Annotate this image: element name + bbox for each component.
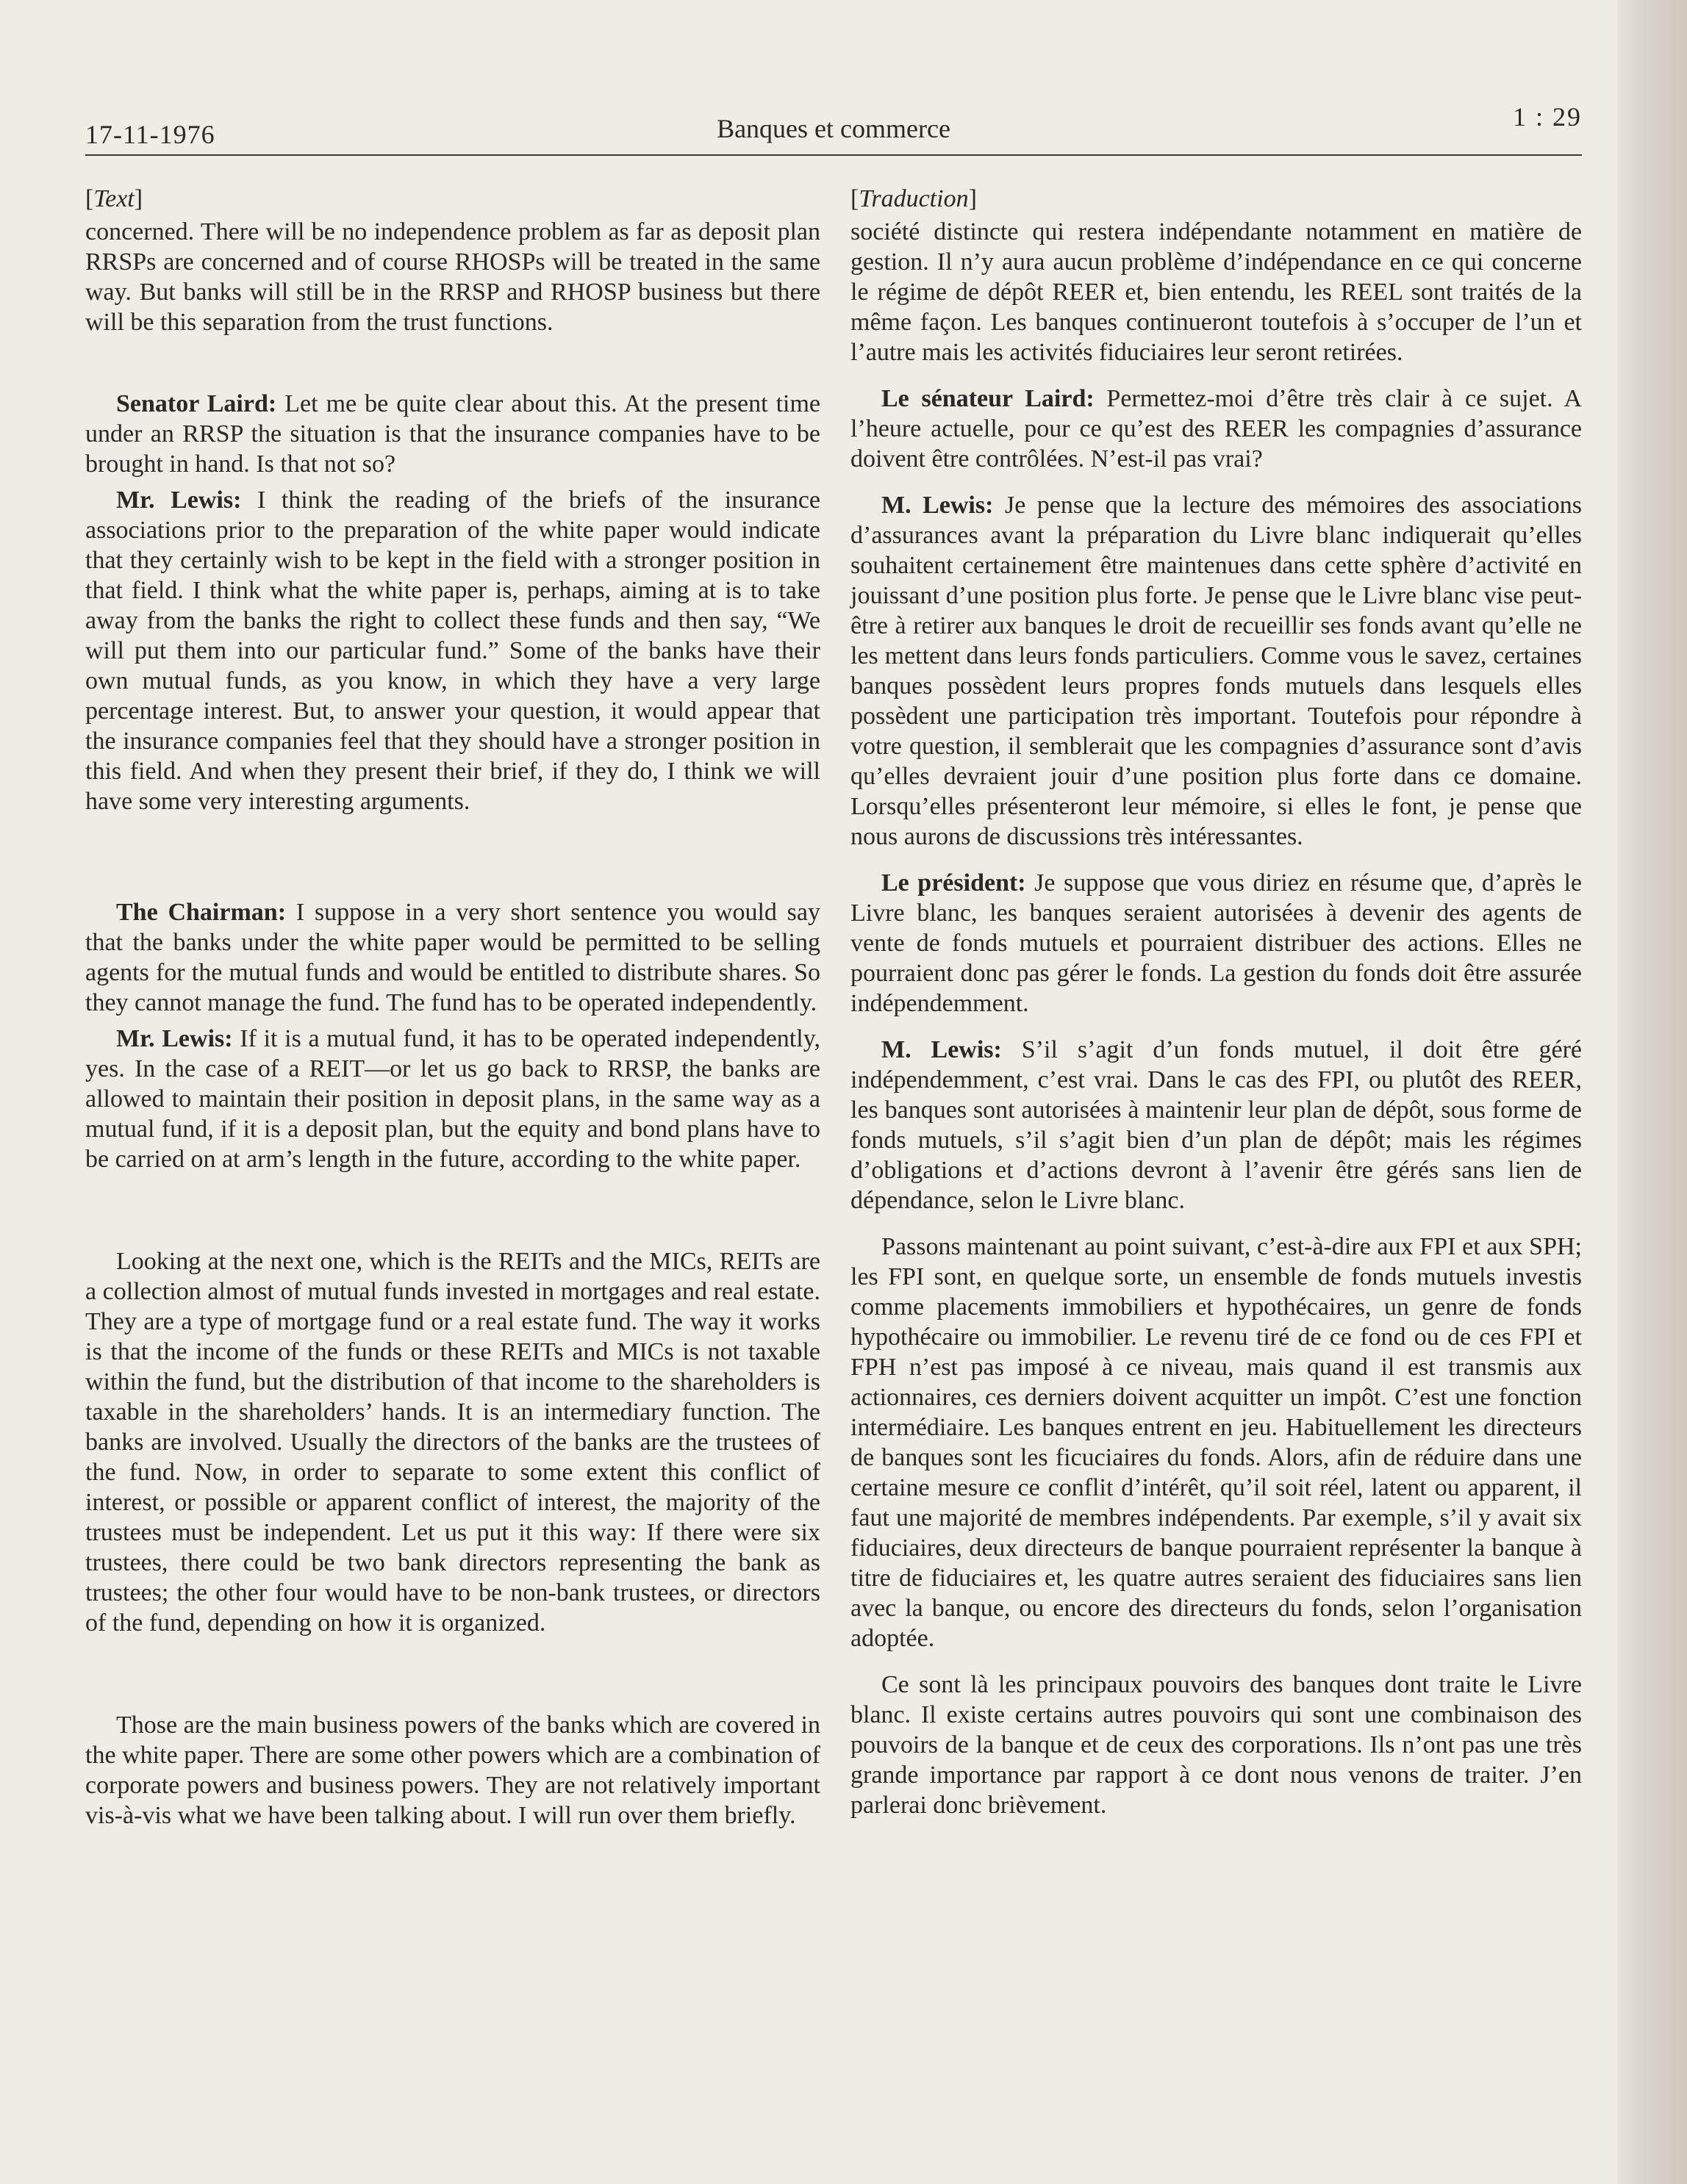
paragraph: Passons maintenant au point suivant, c’est-à-dire aux FPI et aux SPH; les FPI sont, en quelque sorte, un ensemble de fonds mutuels investis comme placements immobiliers et hypothécaires, un genre de fonds hypothécaire ou immobilier. Le revenu tiré de ce fond ou de ces FPI et FPH n’est pas imposé à ce niveau, mais quand il est transmis aux actionnaires, ces derniers doivent acquitter un impôt. C’est une fonction intermédiaire. Les banques entrent en jeu. Habituellement les directeurs de banques sont les ficuciaires du fonds. Alors, afin de réduire dans une certaine mesure ce conflit d’intérêt, qu’il soit réel, latent ou apparent, il faut une majorité de membres indépendents. Par exemple, s’il y avait six fiduciaires, deux directeurs de banque pourraient représenter la banque à titre de fiduciaires et, les quatre autres seraient des fiduciaires sans lien avec la banque, ou encore des directeurs du fonds, selon l’organisation adoptée. bbox=[850, 1233, 1582, 1652]
paragraph: The Chairman: I suppose in a very short sentence you would say that the banks under the white paper would be permitted to be selling agents for the mutual funds and would be entitled to distribute shares. So they cannot manage the fund. The fund has to be operated independently. bbox=[85, 899, 820, 1016]
paragraph: Ce sont là les principaux pouvoirs des banques dont traite le Livre blanc. Il existe certains autres pouvoirs qui sont une combinaison des pouvoirs de la banque et de ceux des corporations. Ils n’ont pas une très grande importance par rapport à ce dont nous venons de traiter. J’en parlerai donc brièvement. bbox=[850, 1671, 1582, 1819]
language-label-traduction: [Traduction] bbox=[850, 185, 977, 212]
paragraph: concerned. There will be no independence problem as far as deposit plan RRSPs are concerned and of course RHOSPs will be treated in the same way. But banks will still be in the RRSP and RHOSP business but there will be this separation from the trust functions. bbox=[85, 218, 820, 336]
paragraph: M. Lewis: Je pense que la lecture des mémoires des associations d’assurances avant la préparation du Livre blanc indiquerait qu’elles souhaitent certainement être maintenues dans cette sphère d’activité en jouissant d’une position plus forte. Je pense que le Livre blanc vise peut-être à retirer aux banques le droit de recueillir ses fonds avant qu’elle ne les mettent dans leurs fonds particuliers. Comme vous le savez, certaines banques possèdent leurs propres fonds mutuels dans lesquels elles possèdent une participation très important. Toutefois pour répondre à votre question, il semblerait que les compagnies d’assurance sont d’avis qu’elles devraient jouir d’une position plus forte dans ce domaine. Lorsqu’elles présenteront leur mémoire, si elles le font, je pense que nous aurons de discussions très intéressantes. bbox=[850, 492, 1582, 850]
paragraph: Senator Laird: Let me be quite clear about this. At the present time under an RRSP the situation is that the insurance companies have to be brought in hand. Is that not so? bbox=[85, 390, 820, 478]
page-binding-edge bbox=[1617, 0, 1687, 2184]
right-column-french bbox=[850, 184, 1582, 1820]
paragraph: Mr. Lewis: If it is a mutual fund, it has to be operated independently, yes. In the case of a REIT—or let us go back to RRSP, the banks are allowed to maintain their position in deposit plans, in the same way as a mutual fund, if it is a deposit plan, but the equity and bond plans have to be carried on at arm’s length in the future, according to the white paper. bbox=[85, 1025, 820, 1173]
speaker-name: M. Lewis: bbox=[881, 1036, 1002, 1063]
speaker-name: Mr. Lewis: bbox=[116, 486, 242, 514]
header-title: Banques et commerce bbox=[717, 114, 950, 143]
paragraph: M. Lewis: S’il s’agit d’un fonds mutuel, il doit être géré indépendemment, c’est vrai. Dans le cas des FPI, ou plutôt des REER, les banques sont autorisées à maintenir leur plan de dépôt, sous forme de fonds mutuels, s’il s’agit bien d’un plan de dépôt; mais les régimes d’obligations et d’actions devront à l’avenir être gérés sans lien de dépendance, selon le Livre blanc. bbox=[850, 1036, 1582, 1214]
speaker-name: Le sénateur Laird: bbox=[881, 385, 1095, 412]
paragraph: Le président: Je suppose que vous diriez en résume que, d’après le Livre blanc, les banques seraient autorisées à devenir des agents de vente de fonds mutuels et pourraient distribuer des actions. Elles ne pourraient donc pas gérer le fonds. La gestion du fonds doit être assurée indépendemment. bbox=[850, 869, 1582, 1017]
paragraph: Mr. Lewis: I think the reading of the briefs of the insurance associations prior to the preparation of the white paper would indicate that they certainly wish to be kept in the field with a stronger position in that field. I think what the white paper is, perhaps, aiming at is to take away from the banks the right to collect these funds and then say, “We will put them into our particular fund.” Some of the banks have their own mutual funds, as you know, in which they have a very large percentage interest. But, to answer your question, it would appear that the insurance companies feel that they should have a stronger position in this field. And when they present their brief, if they do, I think we will have some very interesting arguments. bbox=[85, 486, 820, 815]
left-column-english bbox=[85, 184, 820, 1831]
speaker-name: Senator Laird: bbox=[116, 390, 277, 417]
paragraph: société distincte qui restera indépendante notamment en matière de gestion. Il n’y aura aucun problème d’indépendance en ce qui concerne le régime de dépôt REER et, bien entendu, les REEL sont traités de la même façon. Les banques continueront toutefois à s’occuper de l’un et l’autre mais les activités fiduciaires leur seront retirées. bbox=[850, 218, 1582, 366]
language-label-text: [Text] bbox=[85, 185, 143, 212]
speaker-name: M. Lewis: bbox=[881, 492, 994, 519]
speaker-name: The Chairman: bbox=[116, 899, 287, 926]
page-header bbox=[85, 103, 1582, 156]
speaker-name: Le président: bbox=[881, 869, 1026, 897]
header-page-number: 1 : 29 bbox=[1512, 102, 1582, 132]
header-date: 17-11-1976 bbox=[85, 120, 215, 149]
paragraph: Those are the main business powers of the banks which are covered in the white paper. There are some other powers which are a combination of corporate powers and business powers. They are not relatively important vis-à-vis what we have been talking about. I will run over them briefly. bbox=[85, 1711, 820, 1829]
speaker-name: Mr. Lewis: bbox=[116, 1025, 233, 1052]
paragraph: Le sénateur Laird: Permettez-moi d’être très clair à ce sujet. A l’heure actuelle, pour ce qu’est des REER les compagnies d’assurance doivent être contrôlées. N’est-il pas vrai? bbox=[850, 385, 1582, 473]
paragraph: Looking at the next one, which is the REITs and the MICs, REITs are a collection almost of mutual funds invested in mortgages and real estate. They are a type of mortgage fund or a real estate fund. The way it works is that the income of the funds or these REITs and MICs is not taxable within the fund, but the distribution of that income to the shareholders is taxable in the shareholders’ hands. It is an intermediary function. The banks are involved. Usually the directors of the banks are the trustees of the fund. Now, in order to separate to some extent this conflict of interest, or possible or apparent conflict of interest, the majority of the trustees must be independent. Let us put it this way: If there were six trustees, there could be two bank directors representing the bank as trustees; the other four would have to be non-bank trustees, or directors of the fund, depending on how it is organized. bbox=[85, 1248, 820, 1637]
